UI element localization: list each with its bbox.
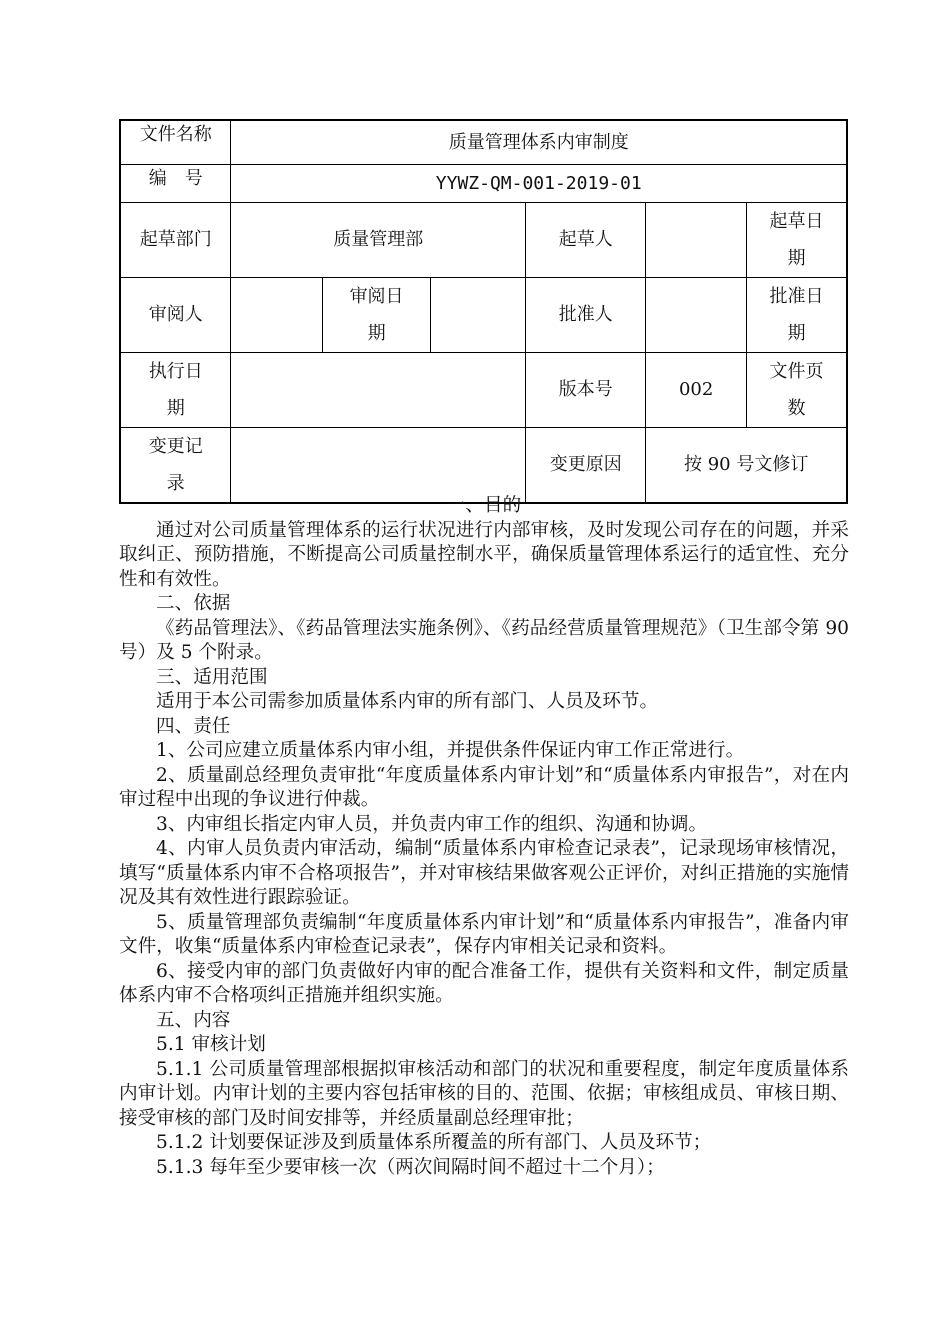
row-execution xyxy=(120,352,847,427)
change-label-line1: 变更记 xyxy=(148,435,203,457)
version-label: 版本号 xyxy=(526,352,646,427)
draft-date-label-line2: 期 xyxy=(787,247,806,269)
subsection-heading-audit-plan: 5.1 审核计划 xyxy=(156,1034,266,1055)
review-date-label-line2: 期 xyxy=(367,322,386,344)
exec-date-value xyxy=(231,352,526,427)
drafter-value xyxy=(646,202,747,277)
document-info-table xyxy=(119,119,848,504)
reviewer-value xyxy=(231,277,322,352)
change-value xyxy=(231,427,526,503)
pages-label-line1: 文件页 xyxy=(769,360,824,382)
pages-label xyxy=(746,352,847,427)
section-heading-basis: 二、依据 xyxy=(156,593,231,614)
exec-date-label-line1: 执行日 xyxy=(148,360,203,382)
exec-date-label-line2: 期 xyxy=(166,397,185,419)
draft-date-label xyxy=(746,202,847,277)
change-reason-value: 按 90 号文修订 xyxy=(646,427,847,503)
paragraph-responsibility-6: 6、接受内审的部门负责做好内审的配合准备工作，提供有关资料和文件，制定质量体系内审不合格项纠正措施并组织实施。 xyxy=(119,960,849,1006)
paragraph-responsibility-4: 4、内审人员负责内审活动，编制“质量体系内审检查记录表”，记录现场审核情况，填写“质量体系内审不合格项报告”，并对审核结果做客观公正评价，对纠正措施的实施情况及其有效性进行跟踪验证。 xyxy=(119,838,849,908)
change-reason-label: 变更原因 xyxy=(526,427,646,503)
row-number xyxy=(120,164,847,202)
number-label: 编 号 xyxy=(120,164,231,202)
change-label-line2: 录 xyxy=(166,472,185,494)
reviewer-label: 审阅人 xyxy=(120,277,231,352)
exec-date-label xyxy=(120,352,231,427)
section-heading-content: 五、内容 xyxy=(156,1009,231,1031)
paragraph-responsibility-2: 2、质量副总经理负责审批“年度质量体系内审计划”和“质量体系内审报告”，对在内审过程中出现的争议进行仲裁。 xyxy=(119,764,849,810)
paragraph-purpose: 通过对公司质量管理体系的运行状况进行内部审核，及时发现公司存在的问题，并采取纠正、预防措施，不断提高公司质量控制水平，确保质量管理体系运行的适宜性、充分性和有效性。 xyxy=(119,519,849,590)
version-value: 002 xyxy=(646,352,747,427)
approve-date-label-line2: 期 xyxy=(787,322,806,344)
row-change xyxy=(120,427,847,503)
pages-label-line2: 数 xyxy=(787,397,806,419)
section-heading-responsibility: 四、责任 xyxy=(156,715,231,737)
paragraph-responsibility-3: 3、内审组长指定内审人员，并负责内审工作的组织、沟通和协调。 xyxy=(156,813,708,835)
paragraph-basis: 《药品管理法》、《药品管理法实施条例》、《药品经营质量管理规范》（卫生部令第 90 号）及 5 个附录。 xyxy=(119,617,849,663)
review-date-label xyxy=(322,277,431,352)
row-review xyxy=(120,277,847,352)
change-label xyxy=(120,427,231,503)
review-date-value xyxy=(431,277,526,352)
approve-date-label-line1: 批准日 xyxy=(769,285,824,307)
number-value: YYWZ-QM-001-2019-01 xyxy=(231,164,847,202)
section-heading-scope: 三、适用范围 xyxy=(156,666,268,688)
drafter-label: 起草人 xyxy=(526,202,646,277)
file-name-label: 文件名称 xyxy=(120,120,231,164)
draft-dept-label: 起草部门 xyxy=(120,202,231,277)
document-body xyxy=(119,494,849,1180)
approve-date-label xyxy=(746,277,847,352)
approver-value xyxy=(646,277,747,352)
paragraph-5-1-1: 5.1.1 公司质量管理部根据拟审核活动和部门的状况和重要程度，制定年度质量体系内审计划。内审计划的主要内容包括审核的目的、范围、依据；审核组成员、审核日期、接受审核的部门及时间安排等，并经质量副总经理审批； xyxy=(119,1058,849,1129)
paragraph-scope: 适用于本公司需参加质量体系内审的所有部门、人员及环节。 xyxy=(156,691,659,712)
paragraph-5-1-3: 5.1.3 每年至少要审核一次（两次间隔时间不超过十二个月）； xyxy=(156,1156,665,1178)
row-file-name xyxy=(120,120,847,164)
draft-dept-value: 质量管理部 xyxy=(231,202,526,277)
row-draft xyxy=(120,202,847,277)
review-date-label-line1: 审阅日 xyxy=(349,285,404,307)
file-name-value: 质量管理体系内审制度 xyxy=(231,120,847,164)
section-heading-purpose: 一、目的 xyxy=(446,495,522,516)
paragraph-responsibility-1: 1、公司应建立质量体系内审小组，并提供条件保证内审工作正常进行。 xyxy=(156,740,745,761)
draft-date-label-line1: 起草日 xyxy=(769,210,824,232)
paragraph-responsibility-5: 5、质量管理部负责编制“年度质量体系内审计划”和“质量体系内审报告”，准备内审文件，收集“质量体系内审检查记录表”，保存内审相关记录和资料。 xyxy=(119,911,849,957)
approver-label: 批准人 xyxy=(526,277,646,352)
paragraph-5-1-2: 5.1.2 计划要保证涉及到质量体系所覆盖的所有部门、人员及环节； xyxy=(156,1132,712,1153)
